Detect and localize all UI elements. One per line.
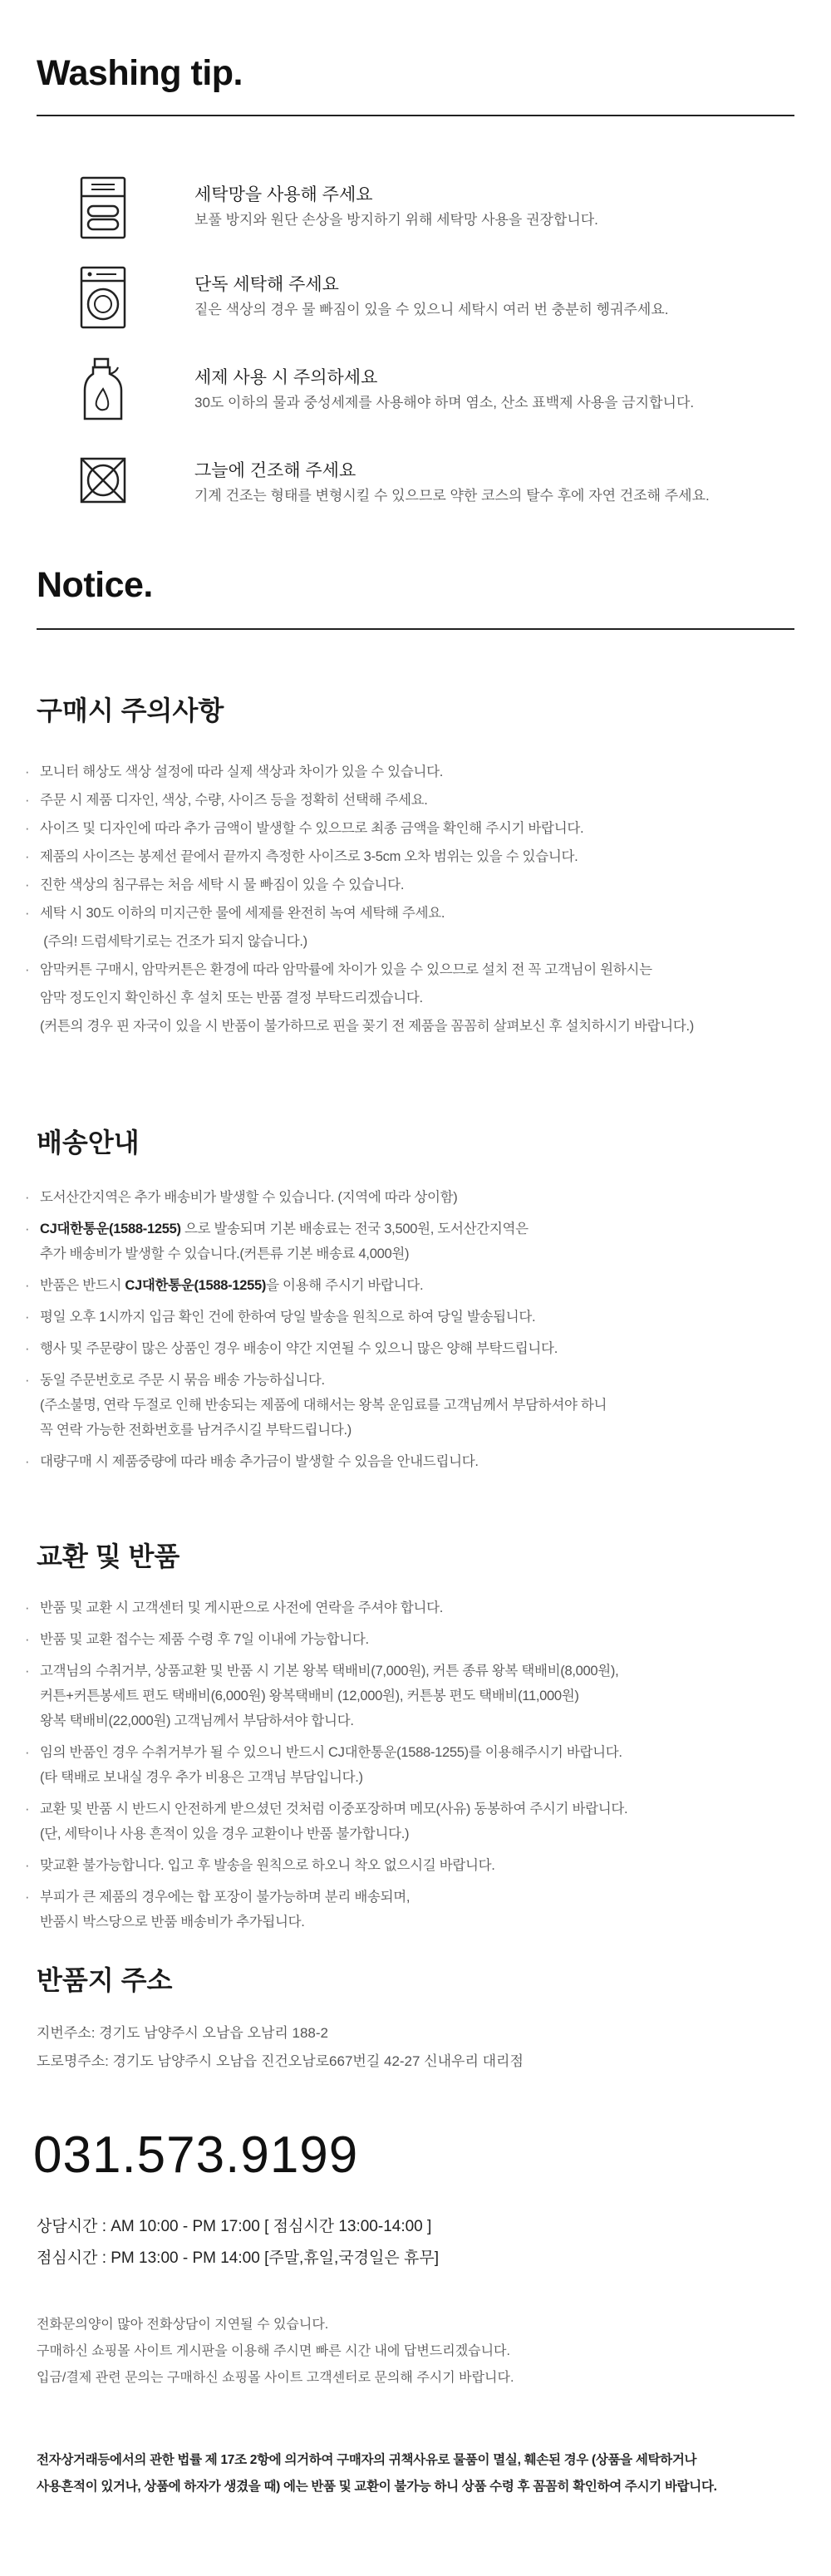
jibun-address: 지번주소: 경기도 남양주시 오남읍 오남리 188-2: [37, 2025, 328, 2041]
list-item-continuation: 추가 배송비가 발생할 수 있습니다.(커튼류 기본 배송료 4,000원): [40, 1246, 410, 1261]
return-address-title: 반품지 주소: [37, 1965, 173, 1995]
list-item: · 진한 색상의 침구류는 처음 세탁 시 물 빠짐이 있을 수 있습니다.: [25, 871, 806, 899]
tip-title: 세제 사용 시 주의하세요: [194, 368, 378, 387]
list-item-continuation: 반품시 박스당으로 반품 배송비가 추가됩니다.: [40, 1915, 305, 1930]
list-item: · 행사 및 주문량이 많은 상품인 경우 배송이 약간 지연될 수 있으니 많은 양해 부탁드립니다.: [25, 1336, 806, 1361]
contact-note: 구매하신 쇼핑몰 사이트 게시판을 이용해 주시면 빠른 시간 내에 답변드리겠습니다.: [37, 2344, 510, 2358]
list-item-continuation: (타 택배로 보내실 경우 추가 비용은 고객님 부담입니다.): [40, 1770, 363, 1785]
tip-desc: 30도 이하의 물과 중성세제를 사용해야 하며 염소, 산소 표백제 사용을 금지합니다.: [194, 395, 695, 410]
list-item: · 모니터 해상도 색상 설정에 따라 실제 색상과 차이가 있을 수 있습니다.: [25, 758, 806, 786]
detergent-bottle-icon: [78, 357, 128, 424]
list-item-continuation: 왕복 택배비(22,000원) 고객님께서 부담하셔야 합니다.: [40, 1713, 354, 1728]
list-item: · 부피가 큰 제품의 경우에는 합 포장이 불가능하며 분리 배송되며,: [25, 1885, 806, 1910]
notice-divider: [37, 628, 794, 630]
list-item: · 평일 오후 1시까지 입금 확인 건에 한하여 당일 발송을 원칙으로 하여 당일 발송됩니다.: [25, 1305, 806, 1330]
tip-title: 그늘에 건조해 주세요: [194, 461, 356, 480]
list-item-continuation: 꼭 연락 가능한 전화번호를 남겨주시길 부탁드립니다.): [40, 1423, 352, 1438]
laundry-net-icon: [78, 175, 128, 241]
tip-wash-separately: [37, 264, 794, 347]
washing-divider: [37, 115, 794, 116]
list-item: · 동일 주문번호로 주문 시 묶음 배송 가능하십니다.: [25, 1368, 806, 1393]
list-item: · 고객님의 수취거부, 상품교환 및 반품 시 기본 왕복 택배비(7,000원), 커튼 종류 왕복 택배비(8,000원),: [25, 1659, 806, 1684]
exchange-return-title: 교환 및 반품: [37, 1541, 180, 1571]
list-item: · 반품 및 교환 접수는 제품 수령 후 7일 이내에 가능합니다.: [25, 1627, 806, 1652]
list-item: · 제품의 사이즈는 봉제선 끝에서 끝까지 측정한 사이즈로 3-5cm 오차 범위는 있을 수 있습니다.: [25, 843, 806, 871]
legal-notice: 사용흔적이 있거나, 상품에 하자가 생겼을 때) 에는 반품 및 교환이 불가능 하니 상품 수령 후 꼼꼼히 확인하여 주시기 바랍니다.: [37, 2480, 717, 2494]
contact-note: 전화문의양이 많아 전화상담이 지연될 수 있습니다.: [37, 2318, 329, 2332]
list-item-text: 으로 발송되며 기본 배송료는 전국 3,500원, 도서산간지역은: [180, 1222, 529, 1236]
list-item-continuation: 커튼+커튼봉세트 편도 택배비(6,000원) 왕복택배비 (12,000원), 커튼봉 편도 택배비(11,000원): [40, 1689, 579, 1703]
delivery-list: [25, 1185, 806, 1474]
list-item: [25, 1217, 806, 1241]
no-tumble-dry-icon: [78, 450, 128, 517]
list-item: · 사이즈 및 디자인에 따라 추가 금액이 발생할 수 있으므로 최종 금액을 확인해 주시기 바랍니다.: [25, 814, 806, 843]
list-item: · 주문 시 제품 디자인, 색상, 수량, 사이즈 등을 정확히 선택해 주세요.: [25, 786, 806, 814]
list-item: · 맞교환 불가능합니다. 입고 후 발송을 원칙으로 하오니 착오 없으시길 바랍니다.: [25, 1853, 806, 1878]
list-item-continuation: (주의! 드럼세탁기로는 건조가 되지 않습니다.): [40, 934, 307, 949]
tip-desc: 짙은 색상의 경우 물 빠짐이 있을 수 있으니 세탁시 여러 번 충분히 헹궈주세요.: [194, 302, 669, 317]
tip-detergent: [37, 357, 794, 440]
notice-title: Notice.: [37, 565, 153, 605]
list-item-text: 을 이용해 주시기 바랍니다.: [266, 1278, 424, 1293]
contact-note: 입금/결제 관련 문의는 구매하신 쇼핑몰 사이트 고객센터로 문의해 주시기 바랍니다.: [37, 2371, 514, 2385]
list-item-continuation: 암막 정도인지 확인하신 후 설치 또는 반품 결정 부탁드리겠습니다.: [40, 991, 423, 1005]
list-item: · 임의 반품인 경우 수취거부가 될 수 있으니 반드시 CJ대한통운(1588-1255)를 이용해주시기 바랍니다.: [25, 1740, 806, 1765]
purchase-notes-title: 구매시 주의사항: [37, 696, 224, 725]
list-item-text: 반품은 반드시: [40, 1278, 125, 1293]
tip-title: 세탁망을 사용해 주세요: [194, 185, 373, 204]
list-item: · 세탁 시 30도 이하의 미지근한 물에 세제를 완전히 녹여 세탁해 주세요.: [25, 899, 806, 927]
tip-desc: 보풀 방지와 원단 손상을 방지하기 위해 세탁망 사용을 권장합니다.: [194, 212, 598, 228]
exchange-return-list: [25, 1595, 806, 1934]
tip-laundry-net: [37, 175, 794, 258]
list-item-continuation: (단, 세탁이나 사용 흔적이 있을 경우 교환이나 반품 불가합니다.): [40, 1826, 410, 1841]
list-item: · 반품 및 교환 시 고객센터 및 게시판으로 사전에 연락을 주셔야 합니다.: [25, 1595, 806, 1620]
courier-name: CJ대한통운(1588-1255): [40, 1222, 181, 1236]
tip-shade-dry: [37, 450, 794, 533]
tip-title: 단독 세탁해 주세요: [194, 275, 339, 294]
list-item-continuation: (주소불명, 연락 두절로 인해 반송되는 제품에 대해서는 왕복 운임료를 고객님께서 부담하셔야 하니: [40, 1398, 607, 1413]
road-address: 도로명주소: 경기도 남양주시 오남읍 진건오남로667번길 42-27 신내우리 대리점: [37, 2053, 524, 2069]
list-item: [25, 1273, 806, 1298]
lunch-hours: 점심시간 : PM 13:00 - PM 14:00 [주말,휴일,국경일은 휴무]: [37, 2249, 440, 2267]
list-item: · 교환 및 반품 시 반드시 안전하게 받으셨던 것처럼 이중포장하며 메모(사유) 동봉하여 주시기 바랍니다.: [25, 1797, 806, 1821]
list-item: · 암막커튼 구매시, 암막커튼은 환경에 따라 암막률에 차이가 있을 수 있으므로 설치 전 꼭 고객님이 원하시는: [25, 956, 806, 984]
courier-name: CJ대한통운(1588-1255): [125, 1278, 267, 1293]
delivery-title: 배송안내: [37, 1128, 140, 1158]
washing-machine-icon: [78, 264, 128, 331]
purchase-notes-list: [25, 758, 806, 1040]
legal-notice: 전자상거래등에서의 관한 법률 제 17조 2항에 의거하여 구매자의 귀책사유로 물품이 멸실, 훼손된 경우 (상품을 세탁하거나: [37, 2453, 697, 2467]
list-item-continuation: (커튼의 경우 핀 자국이 있을 시 반품이 불가하므로 핀을 꽂기 전 제품을 꼼꼼히 살펴보신 후 설치하시기 바랍니다.): [40, 1019, 694, 1034]
tip-desc: 기계 건조는 형태를 변형시킬 수 있으므로 약한 코스의 탈수 후에 자연 건조해 주세요.: [194, 488, 710, 504]
list-item: · 대량구매 시 제품중량에 따라 배송 추가금이 발생할 수 있음을 안내드립니다.: [25, 1449, 806, 1474]
list-item: · 도서산간지역은 추가 배송비가 발생할 수 있습니다. (지역에 따라 상이함): [25, 1185, 806, 1210]
washing-tip-title: Washing tip.: [37, 53, 243, 93]
consult-hours: 상담시간 : AM 10:00 - PM 17:00 [ 점심시간 13:00-14:00 ]: [37, 2218, 432, 2235]
phone-number: 031.573.9199: [33, 2126, 359, 2184]
